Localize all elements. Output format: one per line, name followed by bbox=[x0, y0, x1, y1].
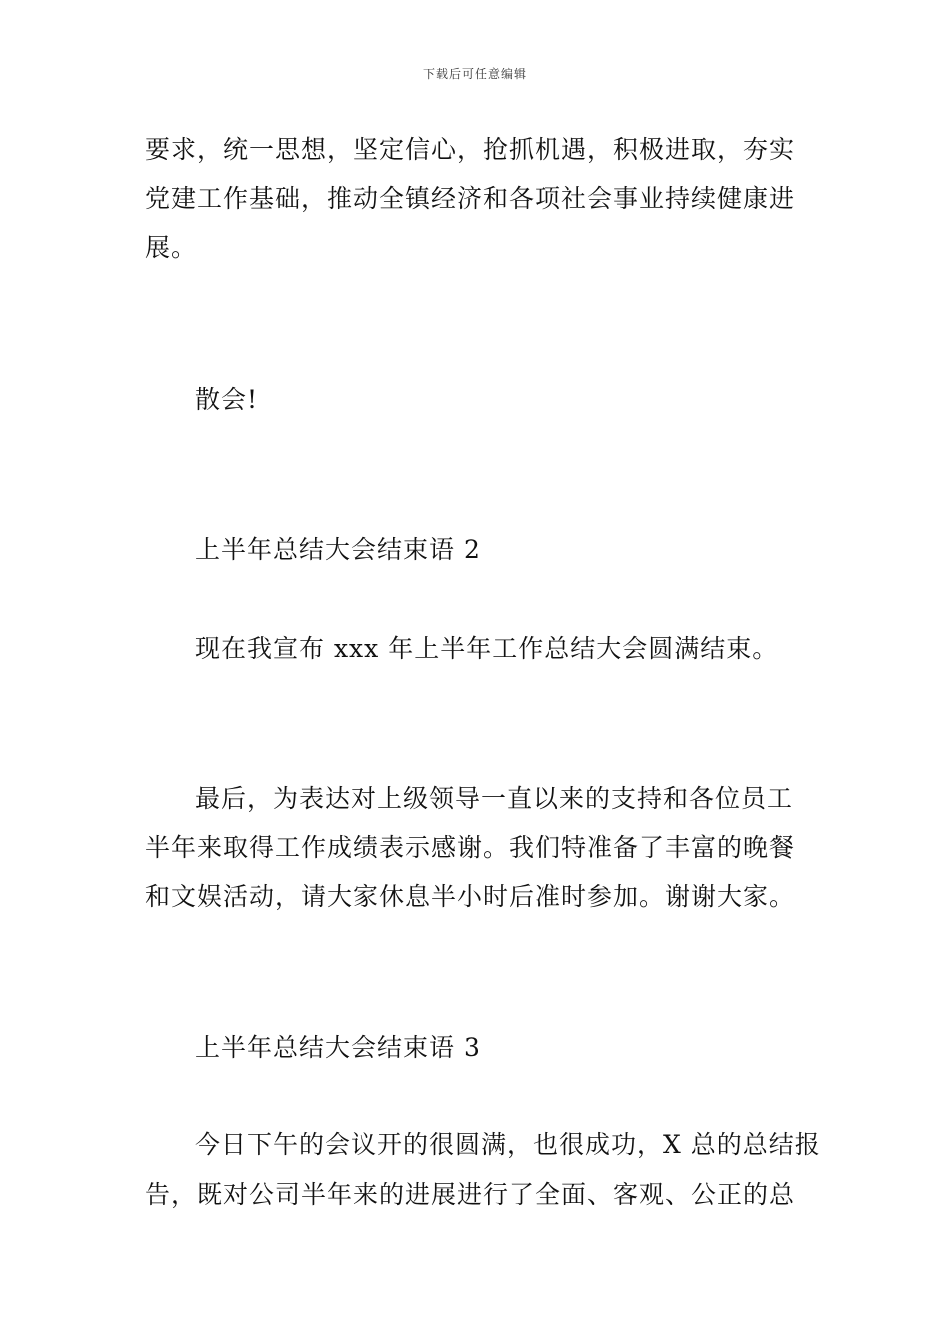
section-heading: 上半年总结大会结束语 3 bbox=[195, 1033, 481, 1062]
paragraph-line: 党建工作基础，推动全镇经济和各项社会事业持续健康进 bbox=[145, 184, 796, 213]
closing-remark: 散会! bbox=[195, 385, 259, 414]
paragraph-line: 展。 bbox=[145, 233, 198, 262]
paragraph-line: 今日下午的会议开的很圆满，也很成功，X 总的总结报 bbox=[195, 1130, 821, 1159]
paragraph-line: 现在我宣布 xxx 年上半年工作总结大会圆满结束。 bbox=[195, 634, 779, 663]
paragraph-line: 最后，为表达对上级领导一直以来的支持和各位员工 bbox=[195, 784, 794, 813]
paragraph-line: 要求，统一思想，坚定信心，抢抓机遇，积极进取，夯实 bbox=[145, 135, 796, 164]
paragraph-line: 和文娱活动，请大家休息半小时后准时参加。谢谢大家。 bbox=[145, 882, 796, 911]
paragraph-line: 半年来取得工作成绩表示感谢。我们特准备了丰富的晚餐 bbox=[145, 833, 796, 862]
paragraph-line: 告，既对公司半年来的进展进行了全面、客观、公正的总 bbox=[145, 1180, 796, 1209]
section-heading: 上半年总结大会结束语 2 bbox=[195, 535, 481, 564]
header-note: 下载后可任意编辑 bbox=[422, 67, 527, 81]
